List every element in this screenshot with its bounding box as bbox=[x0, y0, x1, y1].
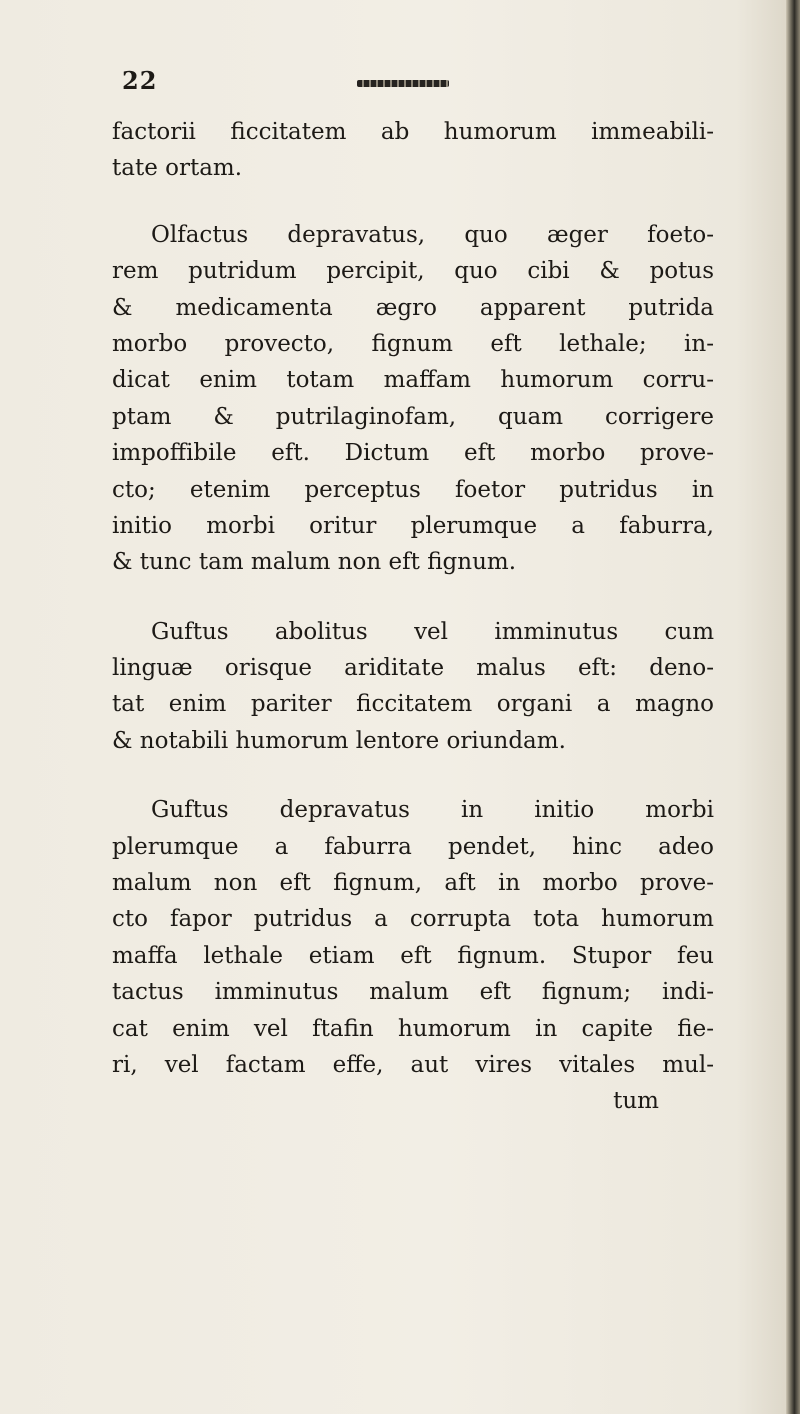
text-line: ptam & putrilaginofam, quam corrigere bbox=[112, 403, 714, 430]
text-line: morbo provecto, fignum eft lethale; in- bbox=[112, 330, 714, 357]
text-line: & tunc tam malum non eft fignum. bbox=[112, 549, 517, 576]
text-line: & notabili humorum lentore oriundam. bbox=[112, 727, 566, 754]
paragraph-continuation bbox=[112, 114, 714, 187]
text-line: tactus imminutus malum eft fignum; indi- bbox=[112, 979, 714, 1006]
paragraph-olfactus bbox=[112, 217, 714, 581]
text-line: tat enim pariter ficcitatem organi a magno bbox=[112, 691, 714, 718]
paragraph-gustus-depravatus bbox=[112, 792, 714, 1083]
text-line: cto fapor putridus a corrupta tota humorum bbox=[112, 906, 714, 933]
text-line: cat enim vel ftafin humorum in capite fie- bbox=[112, 1015, 714, 1042]
text-line: maffa lethale etiam eft fignum. Stupor feu bbox=[112, 942, 714, 969]
text-line: factorii ficcitatem ab humorum immeabili- bbox=[112, 119, 714, 145]
text-line: Guftus depravatus in initio morbi bbox=[151, 797, 714, 824]
text-line: dicat enim totam maffam humorum corru- bbox=[112, 367, 714, 394]
page-text bbox=[112, 114, 714, 1120]
text-line: cto; etenim perceptus foetor putridus in bbox=[112, 476, 714, 503]
page-number: 22 bbox=[122, 66, 158, 95]
text-line: impoffibile eft. Dictum eft morbo prove- bbox=[112, 440, 714, 467]
text-line: & medicamenta ægro apparent putrida bbox=[112, 294, 714, 321]
text-line: initio morbi oritur plerumque a faburra, bbox=[112, 512, 714, 539]
header-ornament bbox=[357, 80, 449, 87]
text-line: tate ortam. bbox=[112, 155, 243, 182]
text-line: ri, vel factam effe, aut vires vitales mul- bbox=[112, 1051, 714, 1078]
text-line: linguæ orisque ariditate malus eft: deno- bbox=[112, 655, 714, 682]
text-line: Olfactus depravatus, quo æger foeto- bbox=[151, 221, 714, 248]
text-line: plerumque a faburra pendet, hinc adeo bbox=[112, 833, 714, 860]
catchword: tum bbox=[613, 1088, 659, 1115]
text-line: Guftus abolitus vel imminutus cum bbox=[151, 618, 714, 645]
page-edge-shadow bbox=[786, 0, 800, 1414]
text-line: rem putridum percipit, quo cibi & potus bbox=[112, 258, 714, 285]
paragraph-gustus-abolitus bbox=[112, 614, 714, 760]
text-line: malum non eft fignum, aft in morbo prove- bbox=[112, 870, 714, 897]
